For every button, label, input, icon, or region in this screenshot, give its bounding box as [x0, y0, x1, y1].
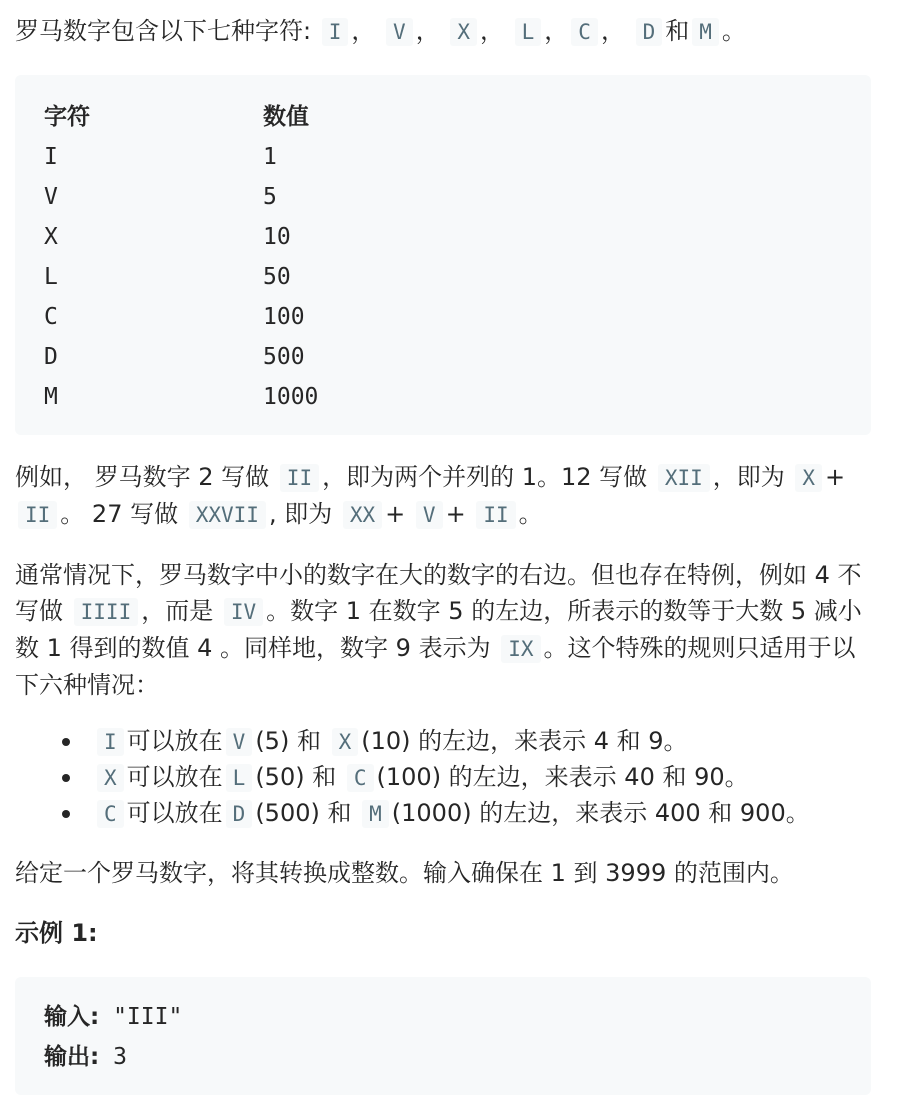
code-symbol-v: V [386, 18, 413, 46]
output-value: 3 [113, 1044, 127, 1070]
cell-symbol: M [44, 384, 58, 410]
cell-value: 100 [263, 304, 305, 330]
list-item: X 可以放在 L (50) 和 C (100) 的左边，来表示 40 和 90。 [15, 759, 875, 795]
output-label: 输出: [44, 1044, 100, 1070]
code-xx: XX [343, 501, 382, 529]
intro-text: 罗马数字包含以下七种字符: [15, 17, 312, 45]
bullet-icon [62, 774, 70, 782]
cell-value: 1000 [263, 384, 319, 410]
table-row [44, 137, 871, 177]
cell-value: 1 [263, 144, 277, 170]
table-row [44, 297, 871, 337]
code-symbol-i: I [322, 18, 349, 46]
cell-value: 5 [263, 184, 277, 210]
code-xxvii: XXVII [189, 501, 266, 529]
task-paragraph: 给定一个罗马数字，将其转换成整数。输入确保在 1 到 3999 的范围内。 [15, 859, 794, 887]
table-row [44, 377, 871, 417]
example-title: 示例 1: [15, 919, 98, 947]
cell-symbol: L [44, 264, 58, 290]
code-ii: II [280, 464, 319, 492]
code-symbol-x: X [450, 18, 477, 46]
table-row [44, 177, 871, 217]
list-item: C 可以放在 D (500) 和 M (1000) 的左边，来表示 400 和 900。 [15, 795, 875, 831]
symbol-value-table [15, 75, 871, 435]
code-symbol-l: L [515, 18, 542, 46]
cell-symbol: X [44, 224, 58, 250]
example-explanation-paragraph: 例如， 罗马数字 2 写做 II ，即为两个并列的 1。12 写做 XII ，即为 X + II 。 27 写做 XXVII , 即为 XX + V + II 。 [15, 463, 846, 528]
cell-value: 500 [263, 344, 305, 370]
cell-symbol: V [44, 184, 58, 210]
input-value: "III" [113, 1004, 183, 1030]
bullet-icon [62, 810, 70, 818]
code-iiii: IIII [74, 598, 139, 626]
code-v: V [416, 501, 443, 529]
bullet-icon [62, 738, 70, 746]
intro-paragraph: 罗马数字包含以下七种字符: I ， V ， X ， L ， C ， D 和 M 。 [15, 17, 746, 45]
example-input-line [44, 997, 871, 1037]
problem-description [15, 13, 875, 1095]
input-label: 输入: [44, 1004, 100, 1030]
table-row [44, 257, 871, 297]
table-row [44, 217, 871, 257]
table-header [44, 97, 871, 137]
table-row [44, 337, 871, 377]
code-symbol-d: D [636, 18, 663, 46]
special-cases-paragraph: 通常情况下，罗马数字中小的数字在大的数字的右边。但也存在特例，例如 4 不写做 IIII ，而是 IV 。数字 1 在数字 5 的左边，所表示的数等于大数 5 减小数 1 得到的数值 4 。同样地，数字 9 表示为 IX 。这个特殊的规则只适用于以下六种情况： [15, 561, 862, 699]
cell-symbol: D [44, 344, 58, 370]
code-ii: II [18, 501, 57, 529]
example-output-line [44, 1037, 871, 1077]
code-symbol-m: M [692, 18, 719, 46]
code-iv: IV [224, 598, 263, 626]
example-code-block [15, 977, 871, 1095]
code-xii: XII [658, 464, 710, 492]
code-ix: IX [501, 635, 540, 663]
rules-list [15, 723, 875, 831]
cell-value: 50 [263, 264, 291, 290]
code-ii: II [476, 501, 515, 529]
cell-symbol: I [44, 144, 58, 170]
code-symbol-c: C [571, 18, 598, 46]
list-item: I 可以放在 V (5) 和 X (10) 的左边，来表示 4 和 9。 [15, 723, 875, 759]
header-symbol: 字符 [44, 104, 90, 130]
code-x: X [795, 464, 822, 492]
header-value: 数值 [263, 104, 309, 130]
cell-symbol: C [44, 304, 58, 330]
cell-value: 10 [263, 224, 291, 250]
